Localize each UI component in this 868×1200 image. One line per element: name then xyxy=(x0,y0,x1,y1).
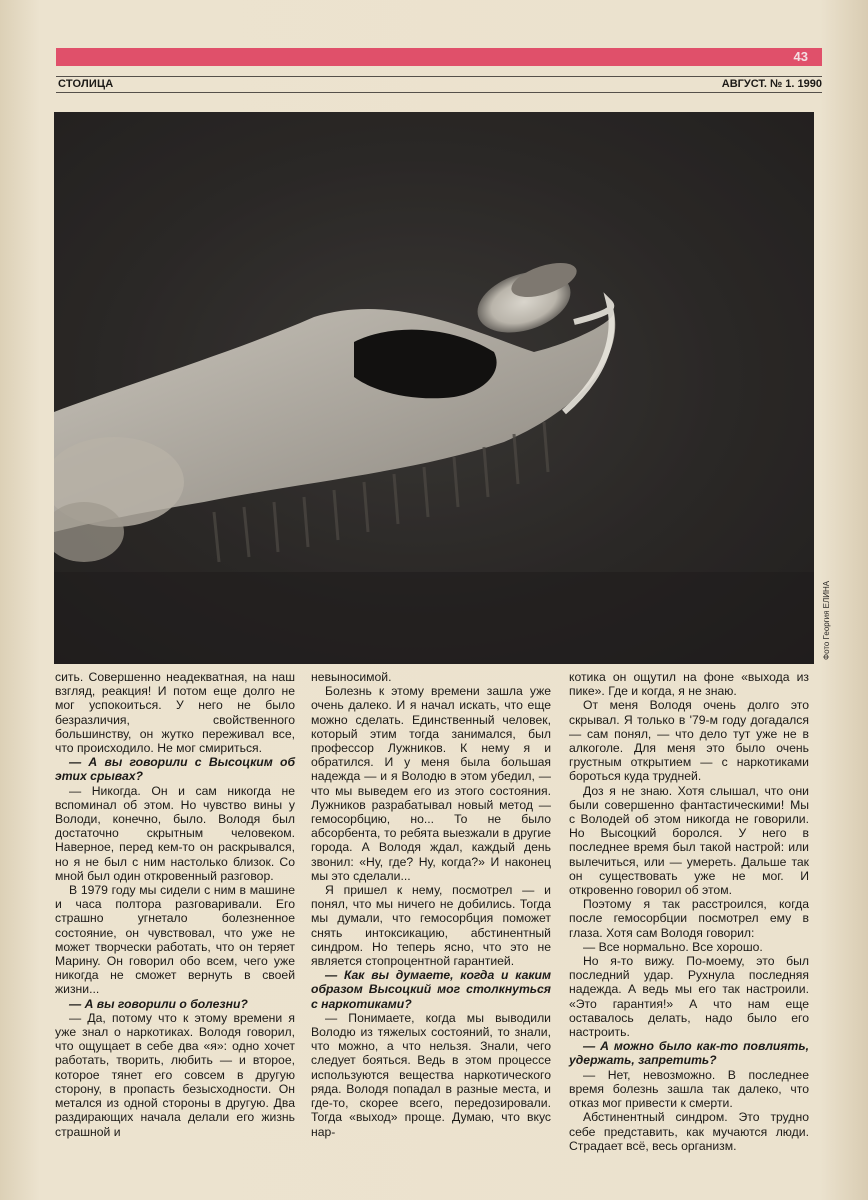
header-rule-top xyxy=(56,76,822,77)
paragraph: — Нет, невозможно. В последнее время болезнь зашла так далеко, что отказ мог привести к смерти. xyxy=(569,1067,809,1111)
paragraph: Болезнь к этому времени зашла уже очень далеко. И я начал искать, что еще можно сделать. Единственный человек, который этим тогда занимался, был профессор Лужников. К нему я и обратился. И у меня была большая надежда — и я Володю в этом убедил, — что мы выведем его из этого состояния. Лужников разрабатывал новый метод — гемосорбцию, но... То не было абсорбента, то ребята выезжали в другие города. А Володя ждал, каждый день звонил: «Ну, где? Ну, когда?» И наконец мы это сделали... xyxy=(311,684,551,883)
paragraph: — Понимаете, когда мы выводили Володю из тяжелых состояний, то знали, что можно, а что нельзя. Знали, чего следует бояться. Ведь в этом процессе используются вещества наркотического ряда. Володя попадал в разные места, и где-то, скорее всего, передозировали. Тогда «выход» проще. Думаю, что вкус нар- xyxy=(311,1010,551,1139)
article-column-3 xyxy=(569,670,809,1153)
paragraph: — Все нормально. Все хорошо. xyxy=(583,939,763,954)
photo-illustration xyxy=(54,112,814,664)
interview-question: — А вы говорили с Высоцким об этих срывах? xyxy=(55,755,295,784)
interview-question: — Как вы думаете, когда и каким образом Высоцкий мог столкнуться с наркотиками? xyxy=(311,968,551,1011)
paragraph: Но я-то вижу. По-моему, это был последний удар. Рухнула последняя надежда. А ведь мы его так настроили. «Это гарантия!» А что нам еще оставалось делать, надо было его настроить. xyxy=(569,954,809,1040)
paragraph: невыносимой. xyxy=(311,670,392,684)
paragraph: котика он ощутил на фоне «выхода из пике». Где и когда, я не знаю. xyxy=(569,670,809,699)
article-photo xyxy=(54,112,814,664)
publication-title: СТОЛИЦА xyxy=(58,78,114,90)
interview-question: — А можно было как-то повлиять, удержать, запретить? xyxy=(569,1039,809,1068)
paragraph: сить. Совершенно неадекватная, на наш взгляд, реакция! И потом еще долго не мог успокоиться. У него не было безразличия, свойственного большинству, он жутко переживал все, что происходило. Не мог смириться. xyxy=(55,670,295,756)
issue-date: АВГУСТ. № 1. 1990 xyxy=(721,78,822,90)
interview-question: — А вы говорили о болезни? xyxy=(69,996,248,1011)
paragraph: Я пришел к нему, посмотрел — и понял, что мы ничего не добились. Тогда мы думали, что гемосорбция поможет снять интоксикацию, абстинентный синдром. Но теперь ясно, что это не является стопроцентной гарантией. xyxy=(311,883,551,969)
article-column-1 xyxy=(55,670,295,1139)
paragraph: Доз я не знаю. Хотя слышал, что они были совершенно фантастическими! Мы с Володей об этом никогда не говорили. Но Высоцкий боролся. У него в последнее время был такой настрой: или вылечиться, или — умереть. Дальше так он существовать уже не мог. И откровенно говорил об этом. xyxy=(569,783,809,898)
photo-credit: Фото Георгия ЕЛИНА xyxy=(822,580,831,660)
header-rule-bottom xyxy=(56,92,822,93)
paragraph: Поэтому я так расстроился, когда после гемосорбции посмотрел ему в глаза. Хотя сам Володя говорил: xyxy=(569,897,809,940)
page-number: 43 xyxy=(793,49,808,64)
article-column-2 xyxy=(311,670,551,1139)
paragraph: В 1979 году мы сидели с ним в машине и часа полтора разговаривали. Его страшно угнетало болезненное состояние, он чувствовал, что уже не может творчески работать, что он теряет Марину. Он говорил обо всем, чего уже никогда не сможет вернуть в своей жизни... xyxy=(55,883,295,997)
paragraph: От меня Володя очень долго это скрывал. Я только в '79-м году догадался — сам понял, — что дело тут уже не в алкоголе. Для меня это было очень грустным открытием — с наркотиками бороться куда трудней. xyxy=(569,698,809,784)
paragraph: Абстинентный синдром. Это трудно себе представить, как мучаются люди. Страдает всё, весь организм. xyxy=(569,1110,809,1153)
header-color-bar xyxy=(56,48,822,66)
paragraph: — Никогда. Он и сам никогда не вспоминал об этом. Но чувство вины у Володи, конечно, было. Володя был достаточно скрытным человеком. Наверное, перед кем-то он раскрывался, но я не был с ним настолько близок. Со мной был один откровенный разговор. xyxy=(55,783,295,883)
paragraph: — Да, потому что к этому времени я уже знал о наркотиках. Володя говорил, что ощущает в себе два «я»: одно хочет работать, творить, любить — и второе, которое тянет его совсем в другую сторону, в пропасть безысходности. Он метался из одной стороны в другую. Два раздирающих начала делали его жизнь страшной и xyxy=(55,1010,295,1139)
